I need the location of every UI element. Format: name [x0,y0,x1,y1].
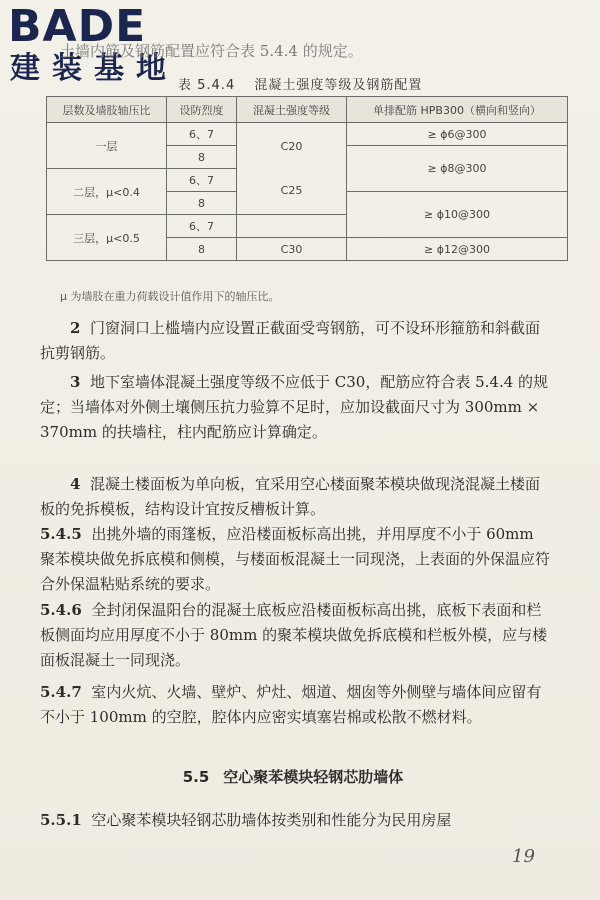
paragraph [40,472,552,522]
paragraph [40,316,552,366]
table-cell-rebar: ≥ ϕ12@300 [347,238,568,261]
table-cell-rebar: ≥ ϕ10@300 [347,192,568,238]
table-cell-rebar: ≥ ϕ6@300 [347,123,568,146]
logo-chinese-text: 建装基地 [10,51,178,86]
table-header: 设防烈度 [167,97,237,123]
paragraph-number: 4 [70,475,81,493]
logo-latin-text: BADE [8,1,147,52]
paragraph [40,680,552,730]
paragraph-number: 5.5.1 [40,811,82,829]
paragraph-number: 3 [70,373,81,391]
paragraph-text: 空心聚苯模块轻钢芯肋墙体按类别和性能分为民用房屋 [91,811,452,829]
table-cell-intensity: 8 [167,238,237,261]
section-number: 5.5 [182,768,210,786]
paragraph-number: 5.4.7 [40,683,82,701]
table-caption-number: 表 5.4.4 [178,78,236,93]
table-cell-grade [237,215,347,238]
paragraph-text: 门窗洞口上槛墙内应设置正截面受弯钢筋，可不设环形箍筋和斜截面抗剪钢筋。 [40,319,540,362]
paragraph [40,522,552,597]
table-cell-rebar: ≥ ϕ8@300 [347,146,568,192]
page-number: 19 [512,846,535,867]
table-header: 混凝土强度等级 [237,97,347,123]
paragraph [40,808,552,833]
table-cell-layer: 一层 [47,123,167,169]
table-note: μ 为墙肢在重力荷载设计值作用下的轴压比。 [60,290,280,303]
table-caption-title: 混凝土强度等级及钢筋配置 [254,78,423,93]
grade-c25: C25 [280,183,303,197]
paragraph-text: 地下室墙体混凝土强度等级不应低于 C30，配筋应符合表 5.4.4 的规定；当墙体对外侧土壤侧压抗力验算不足时，应加设截面尺寸为 300mm × 370mm 的扶墙柱，柱内配筋应计算确定。 [40,373,549,441]
table-header: 单排配筋 HPB300（横向和竖向） [347,97,568,123]
spec-table [46,96,568,261]
paragraph [40,598,552,673]
grade-c20: C20 [280,139,303,153]
table-cell-intensity: 6、7 [167,215,237,238]
intro-text: 土墙内筋及钢筋配置应符合表 5.4.4 的规定。 [60,42,363,60]
section-heading [0,766,600,787]
table-cell-intensity: 6、7 [167,123,237,146]
table-cell-grade: C30 [237,238,347,261]
paragraph-text: 全封闭保温阳台的混凝土底板应沿楼面板标高出挑，底板下表面和栏板侧面均应用厚度不小于 80mm 的聚苯模块做免拆底模和栏板外模，应与楼面板混凝土一同现浇。 [40,601,548,669]
table-cell-intensity: 8 [167,192,237,215]
table-cell-intensity: 8 [167,146,237,169]
table-cell-grade [237,123,347,215]
table-header: 层数及墙肢轴压比 [47,97,167,123]
table-caption [178,74,436,93]
paragraph-number: 5.4.6 [40,601,82,619]
table-row [47,123,568,146]
table-cell-layer: 二层，μ<0.4 [47,169,167,215]
table-header-row [47,97,568,123]
paragraph-number: 5.4.5 [40,525,82,543]
paragraph-text: 室内火炕、火墙、壁炉、炉灶、烟道、烟囱等外侧壁与墙体间应留有不小于 100mm 的空腔，腔体内应密实填塞岩棉或松散不燃材料。 [40,683,542,726]
table-cell-layer: 三层，μ<0.5 [47,215,167,261]
table-cell-intensity: 6、7 [167,169,237,192]
paragraph-text: 出挑外墙的雨篷板，应沿楼面板标高出挑，并用厚度不小于 60mm 聚苯模块做免拆底模和侧模，与楼面板混凝土一同现浇，上表面的外保温应符合外保温粘贴系统的要求。 [40,525,551,593]
paragraph-number: 2 [70,319,81,337]
section-title: 空心聚苯模块轻钢芯肋墙体 [223,768,404,786]
paragraph-text: 混凝土楼面板为单向板，宜采用空心楼面聚苯模块做现浇混凝土楼面板的免拆模板，结构设计宜按反槽板计算。 [40,475,540,518]
paragraph [40,370,552,445]
